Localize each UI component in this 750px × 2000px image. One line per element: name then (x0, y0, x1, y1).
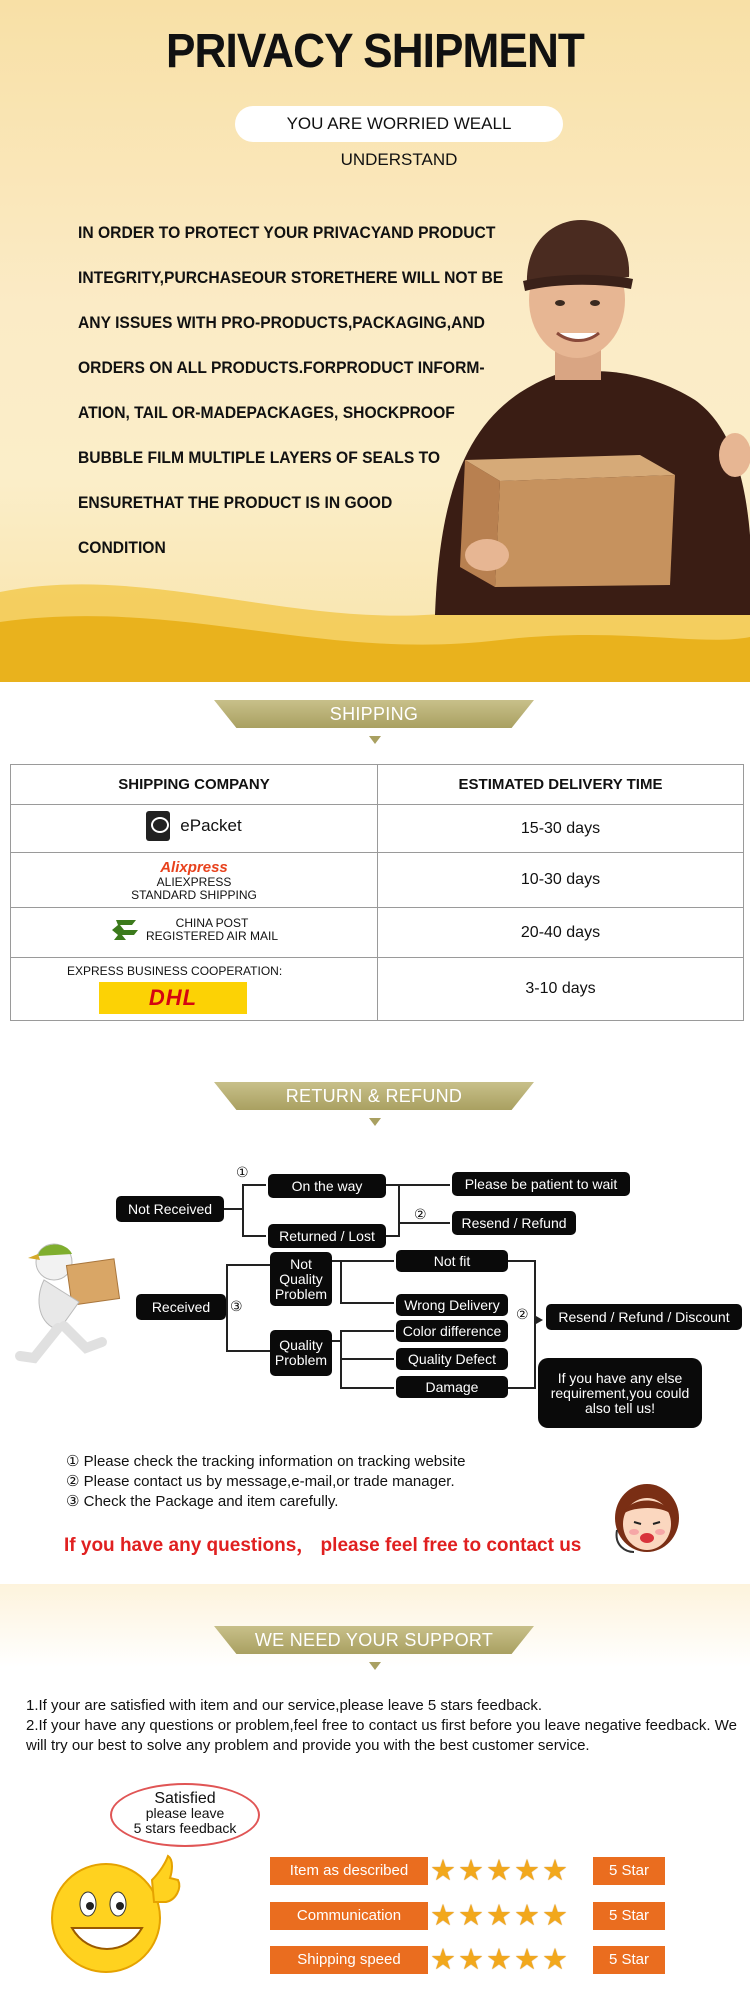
privacy-section (0, 0, 750, 682)
step-number: ① (236, 1164, 249, 1180)
support-text-2: 2.If your have any questions or problem,feel free to contact us first before you leave negative feedback. We will try our best to solve any problem and provide you with the best customer service. (26, 1717, 737, 1754)
connector-line (340, 1330, 394, 1332)
connector-line (340, 1358, 394, 1360)
dhl-logo: DHL (99, 982, 247, 1014)
rating-row (270, 1946, 665, 1976)
connector-line (534, 1260, 536, 1388)
refund-notes (66, 1452, 465, 1512)
color-difference-node: Color difference (396, 1320, 508, 1342)
quality-problem-node: Quality Problem (270, 1330, 332, 1376)
connector-line (242, 1235, 266, 1237)
privacy-line: ANY ISSUES WITH PRO-PRODUCTS,PACKAGING,AND (78, 313, 485, 332)
rating-value: 5 Star (593, 1902, 665, 1930)
contact-message: If you have any questions， please feel free to contact us (64, 1535, 582, 1556)
privacy-line: ENSURETHAT THE PRODUCT IS IN GOOD (78, 493, 393, 512)
smiley-thumbs-up-icon (48, 1852, 183, 1980)
privacy-line: ATION, TAIL OR-MADEPACKAGES, SHOCKPROOF (78, 403, 455, 422)
ribbon-arrow-icon (369, 1118, 381, 1126)
rating-value: 5 Star (593, 1946, 665, 1974)
connector-line (340, 1387, 394, 1389)
aliexpress-label-1: ALIEXPRESS (156, 874, 232, 889)
column-header-company: SHIPPING COMPANY (11, 765, 378, 805)
step-number: ② (516, 1306, 529, 1322)
rating-label: Communication (270, 1902, 428, 1930)
connector-line (332, 1260, 340, 1262)
connector-line (226, 1264, 270, 1266)
column-header-time: ESTIMATED DELIVERY TIME (378, 765, 744, 805)
table-header-row (11, 765, 744, 805)
connector-line (508, 1387, 536, 1389)
privacy-line: INTEGRITY,PURCHASEOUR STORETHERE WILL NOT BE (78, 268, 504, 287)
china-post-label-1: CHINA POST (175, 916, 249, 930)
table-row (11, 853, 744, 908)
bubble-title: Satisfied (154, 1790, 216, 1807)
aliexpress-logo-text-b: xpress (179, 858, 228, 876)
rating-value: 5 Star (593, 1857, 665, 1885)
refund-flowchart (0, 1160, 750, 1460)
quality-defect-node: Quality Defect (396, 1348, 508, 1370)
connector-line (400, 1184, 450, 1186)
connector-line (508, 1260, 536, 1262)
company-cell (11, 958, 378, 1021)
arrow-right-icon (536, 1316, 543, 1324)
shipping-table (10, 764, 744, 1021)
delivery-time-cell: 3-10 days (378, 958, 744, 1021)
else-requirement-note: If you have any else requirement,you could also tell us! (538, 1358, 702, 1428)
privacy-line: IN ORDER TO PROTECT YOUR PRIVACYAND PRODUCT (78, 223, 496, 242)
rating-label: Item as described (270, 1857, 428, 1885)
express-cooperation-label: EXPRESS BUSINESS COOPERATION: (67, 964, 283, 978)
company-cell (11, 853, 378, 908)
delivery-time-cell: 20-40 days (378, 908, 744, 958)
shipping-header: SHIPPING (329, 704, 419, 724)
support-header: WE NEED YOUR SUPPORT (254, 1630, 494, 1650)
not-received-node: Not Received (116, 1196, 224, 1222)
privacy-title: PRIVACY SHIPMENT (166, 25, 584, 78)
epacket-company (146, 811, 241, 841)
company-cell (11, 805, 378, 853)
epacket-logo-icon (146, 811, 170, 841)
step-number: ③ (230, 1298, 243, 1314)
table-row (11, 958, 744, 1021)
delivery-man-image (405, 215, 750, 615)
privacy-line: ORDERS ON ALL PRODUCTS.FORPRODUCT INFORM- (78, 358, 485, 377)
shipping-ribbon (0, 700, 750, 756)
china-post-company (110, 916, 278, 944)
not-quality-problem-node: Not Quality Problem (270, 1252, 332, 1306)
china-post-label-2: REGISTERED AIR MAIL (145, 929, 279, 943)
be-patient-node: Please be patient to wait (452, 1172, 630, 1196)
support-ribbon (0, 1626, 750, 1682)
connector-line (340, 1302, 394, 1304)
five-stars-icon: ★★★★★ (430, 1855, 570, 1887)
step-number: ② (414, 1206, 427, 1222)
company-cell (11, 908, 378, 958)
table-row (11, 805, 744, 853)
refund-header: RETURN & REFUND (285, 1086, 463, 1106)
rating-row (270, 1857, 665, 1887)
china-post-labels (146, 917, 278, 943)
bubble-line-2: 5 stars feedback (133, 1820, 237, 1836)
refund-ribbon (0, 1082, 750, 1138)
connector-line (340, 1260, 342, 1302)
connector-line (226, 1264, 228, 1352)
privacy-line: CONDITION (78, 538, 166, 557)
courier-figure-icon (14, 1230, 134, 1375)
note-line: ② Please contact us by message,e-mail,or trade manager. (66, 1473, 455, 1490)
rating-label: Shipping speed (270, 1946, 428, 1974)
aliexpress-logo (11, 859, 377, 876)
rating-row (270, 1902, 665, 1932)
table-row (11, 908, 744, 958)
damage-node: Damage (396, 1376, 508, 1398)
not-fit-node: Not fit (396, 1250, 508, 1272)
returned-lost-node: Returned / Lost (268, 1224, 386, 1248)
connector-line (224, 1208, 242, 1210)
service-girl-icon (612, 1480, 682, 1560)
five-stars-icon: ★★★★★ (430, 1900, 570, 1932)
ribbon-arrow-icon (369, 1662, 381, 1670)
connector-line (242, 1184, 266, 1186)
privacy-line: BUBBLE FILM MULTIPLE LAYERS OF SEALS TO (78, 448, 441, 467)
resend-refund-node: Resend / Refund (452, 1211, 576, 1235)
connector-line (340, 1260, 394, 1262)
delivery-time-cell: 15-30 days (378, 805, 744, 853)
connector-line (332, 1340, 340, 1342)
china-post-logo-icon (110, 916, 140, 944)
bubble-line-1: please leave (145, 1805, 225, 1821)
on-the-way-node: On the way (268, 1174, 386, 1198)
epacket-label: ePacket (180, 816, 242, 835)
note-line: ③ Check the Package and item carefully. (66, 1493, 339, 1510)
support-text-1: 1.If your are satisfied with item and our service,please leave 5 stars feedback. (26, 1697, 543, 1714)
five-stars-icon: ★★★★★ (430, 1944, 570, 1976)
resend-refund-discount-node: Resend / Refund / Discount (546, 1304, 742, 1330)
note-line: ① Please check the tracking information on tracking website (66, 1453, 466, 1470)
connector-line (242, 1184, 244, 1236)
connector-line (226, 1350, 270, 1352)
aliexpress-logo-text-a: Ali (160, 858, 180, 876)
aliexpress-label-2: STANDARD SHIPPING (131, 887, 257, 902)
support-text (18, 1696, 738, 1756)
wrong-delivery-node: Wrong Delivery (396, 1294, 508, 1316)
connector-line (398, 1184, 400, 1236)
received-node: Received (136, 1294, 226, 1320)
delivery-time-cell: 10-30 days (378, 853, 744, 908)
ribbon-arrow-icon (369, 736, 381, 744)
privacy-subtitle-pill: YOU ARE WORRIED WEALL UNDERSTAND (235, 106, 563, 142)
satisfied-speech-bubble (110, 1783, 260, 1847)
